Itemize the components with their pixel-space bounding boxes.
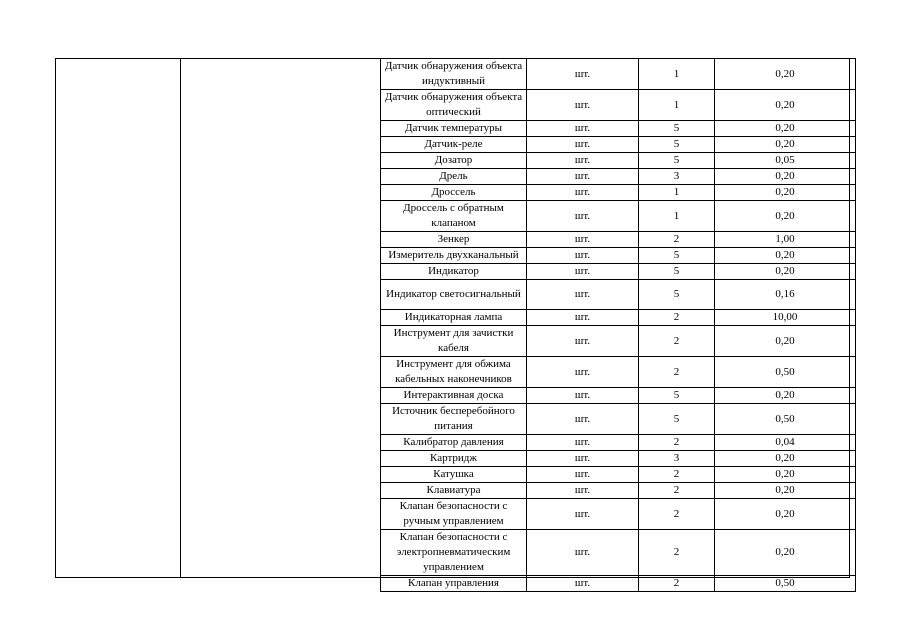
table-row <box>381 232 856 248</box>
quantity-cell: 2 <box>639 499 715 530</box>
value-cell: 0,20 <box>715 530 856 576</box>
quantity-cell: 2 <box>639 326 715 357</box>
quantity-cell: 3 <box>639 169 715 185</box>
item-name-cell: Датчик-реле <box>381 137 527 153</box>
quantity-cell: 1 <box>639 201 715 232</box>
quantity-cell: 3 <box>639 451 715 467</box>
quantity-cell: 5 <box>639 153 715 169</box>
item-name-cell: Источник бесперебойного питания <box>381 404 527 435</box>
item-name-cell: Интерактивная доска <box>381 388 527 404</box>
unit-cell: шт. <box>527 264 639 280</box>
table-row <box>381 264 856 280</box>
quantity-cell: 2 <box>639 576 715 592</box>
value-cell: 0,20 <box>715 90 856 121</box>
quantity-cell: 5 <box>639 248 715 264</box>
item-name-cell: Индикаторная лампа <box>381 310 527 326</box>
value-cell: 0,50 <box>715 404 856 435</box>
value-cell: 0,20 <box>715 264 856 280</box>
unit-cell: шт. <box>527 153 639 169</box>
table-row <box>381 326 856 357</box>
table-row <box>381 185 856 201</box>
item-name-cell: Картридж <box>381 451 527 467</box>
item-name-cell: Клапан безопасности с ручным управлением <box>381 499 527 530</box>
table-frame <box>55 58 850 589</box>
table-row <box>381 467 856 483</box>
value-cell: 10,00 <box>715 310 856 326</box>
item-name-cell: Датчик обнаружения объекта оптический <box>381 90 527 121</box>
item-name-cell: Дрель <box>381 169 527 185</box>
item-name-cell: Дроссель с обратным клапаном <box>381 201 527 232</box>
table-row <box>381 121 856 137</box>
unit-cell: шт. <box>527 530 639 576</box>
item-name-cell: Клавиатура <box>381 483 527 499</box>
table-row <box>381 201 856 232</box>
quantity-cell: 5 <box>639 280 715 310</box>
item-name-cell: Клапан управления <box>381 576 527 592</box>
unit-cell: шт. <box>527 499 639 530</box>
item-name-cell: Индикатор <box>381 264 527 280</box>
value-cell: 0,20 <box>715 169 856 185</box>
table-row <box>381 435 856 451</box>
item-name-cell: Дозатор <box>381 153 527 169</box>
items-table <box>380 58 856 592</box>
value-cell: 0,50 <box>715 576 856 592</box>
unit-cell: шт. <box>527 467 639 483</box>
unit-cell: шт. <box>527 483 639 499</box>
quantity-cell: 2 <box>639 435 715 451</box>
value-cell: 0,20 <box>715 59 856 90</box>
unit-cell: шт. <box>527 357 639 388</box>
unit-cell: шт. <box>527 90 639 121</box>
item-name-cell: Измеритель двухканальный <box>381 248 527 264</box>
value-cell: 0,20 <box>715 137 856 153</box>
quantity-cell: 2 <box>639 310 715 326</box>
unit-cell: шт. <box>527 451 639 467</box>
unit-cell: шт. <box>527 137 639 153</box>
table-row <box>381 483 856 499</box>
quantity-cell: 2 <box>639 467 715 483</box>
value-cell: 0,50 <box>715 357 856 388</box>
value-cell: 0,05 <box>715 153 856 169</box>
table-row <box>381 388 856 404</box>
table-row <box>381 59 856 90</box>
unit-cell: шт. <box>527 310 639 326</box>
item-name-cell: Катушка <box>381 467 527 483</box>
value-cell: 0,20 <box>715 326 856 357</box>
quantity-cell: 5 <box>639 137 715 153</box>
unit-cell: шт. <box>527 232 639 248</box>
unit-cell: шт. <box>527 388 639 404</box>
item-name-cell: Клапан безопасности с электропневматическим управлением <box>381 530 527 576</box>
value-cell: 0,20 <box>715 388 856 404</box>
table-row <box>381 153 856 169</box>
table-row <box>381 404 856 435</box>
table-row <box>381 137 856 153</box>
table-row <box>381 530 856 576</box>
item-name-cell: Инструмент для зачистки кабеля <box>381 326 527 357</box>
unit-cell: шт. <box>527 121 639 137</box>
value-cell: 0,20 <box>715 121 856 137</box>
item-name-cell: Индикатор светосигнальный <box>381 280 527 310</box>
quantity-cell: 2 <box>639 530 715 576</box>
table-row <box>381 499 856 530</box>
quantity-cell: 5 <box>639 264 715 280</box>
unit-cell: шт. <box>527 326 639 357</box>
table-row <box>381 280 856 310</box>
item-name-cell: Зенкер <box>381 232 527 248</box>
value-cell: 0,16 <box>715 280 856 310</box>
unit-cell: шт. <box>527 201 639 232</box>
item-name-cell: Датчик температуры <box>381 121 527 137</box>
value-cell: 0,20 <box>715 201 856 232</box>
unit-cell: шт. <box>527 59 639 90</box>
value-cell: 0,20 <box>715 248 856 264</box>
item-name-cell: Датчик обнаружения объекта индуктивный <box>381 59 527 90</box>
unit-cell: шт. <box>527 280 639 310</box>
value-cell: 0,20 <box>715 451 856 467</box>
table-row <box>381 310 856 326</box>
unit-cell: шт. <box>527 576 639 592</box>
unit-cell: шт. <box>527 435 639 451</box>
value-cell: 0,04 <box>715 435 856 451</box>
quantity-cell: 2 <box>639 483 715 499</box>
table-row <box>381 451 856 467</box>
quantity-cell: 5 <box>639 404 715 435</box>
value-cell: 1,00 <box>715 232 856 248</box>
table-row <box>381 576 856 592</box>
unit-cell: шт. <box>527 169 639 185</box>
quantity-cell: 1 <box>639 59 715 90</box>
value-cell: 0,20 <box>715 499 856 530</box>
unit-cell: шт. <box>527 248 639 264</box>
quantity-cell: 5 <box>639 121 715 137</box>
items-table-body <box>381 59 856 592</box>
quantity-cell: 1 <box>639 90 715 121</box>
table-row <box>381 357 856 388</box>
value-cell: 0,20 <box>715 467 856 483</box>
value-cell: 0,20 <box>715 185 856 201</box>
unit-cell: шт. <box>527 185 639 201</box>
value-cell: 0,20 <box>715 483 856 499</box>
table-row <box>381 169 856 185</box>
table-row <box>381 90 856 121</box>
quantity-cell: 5 <box>639 388 715 404</box>
unit-cell: шт. <box>527 404 639 435</box>
quantity-cell: 2 <box>639 357 715 388</box>
table-row <box>381 248 856 264</box>
quantity-cell: 2 <box>639 232 715 248</box>
column-divider-1 <box>180 59 181 577</box>
quantity-cell: 1 <box>639 185 715 201</box>
item-name-cell: Дроссель <box>381 185 527 201</box>
item-name-cell: Инструмент для обжима кабельных наконечников <box>381 357 527 388</box>
item-name-cell: Калибратор давления <box>381 435 527 451</box>
